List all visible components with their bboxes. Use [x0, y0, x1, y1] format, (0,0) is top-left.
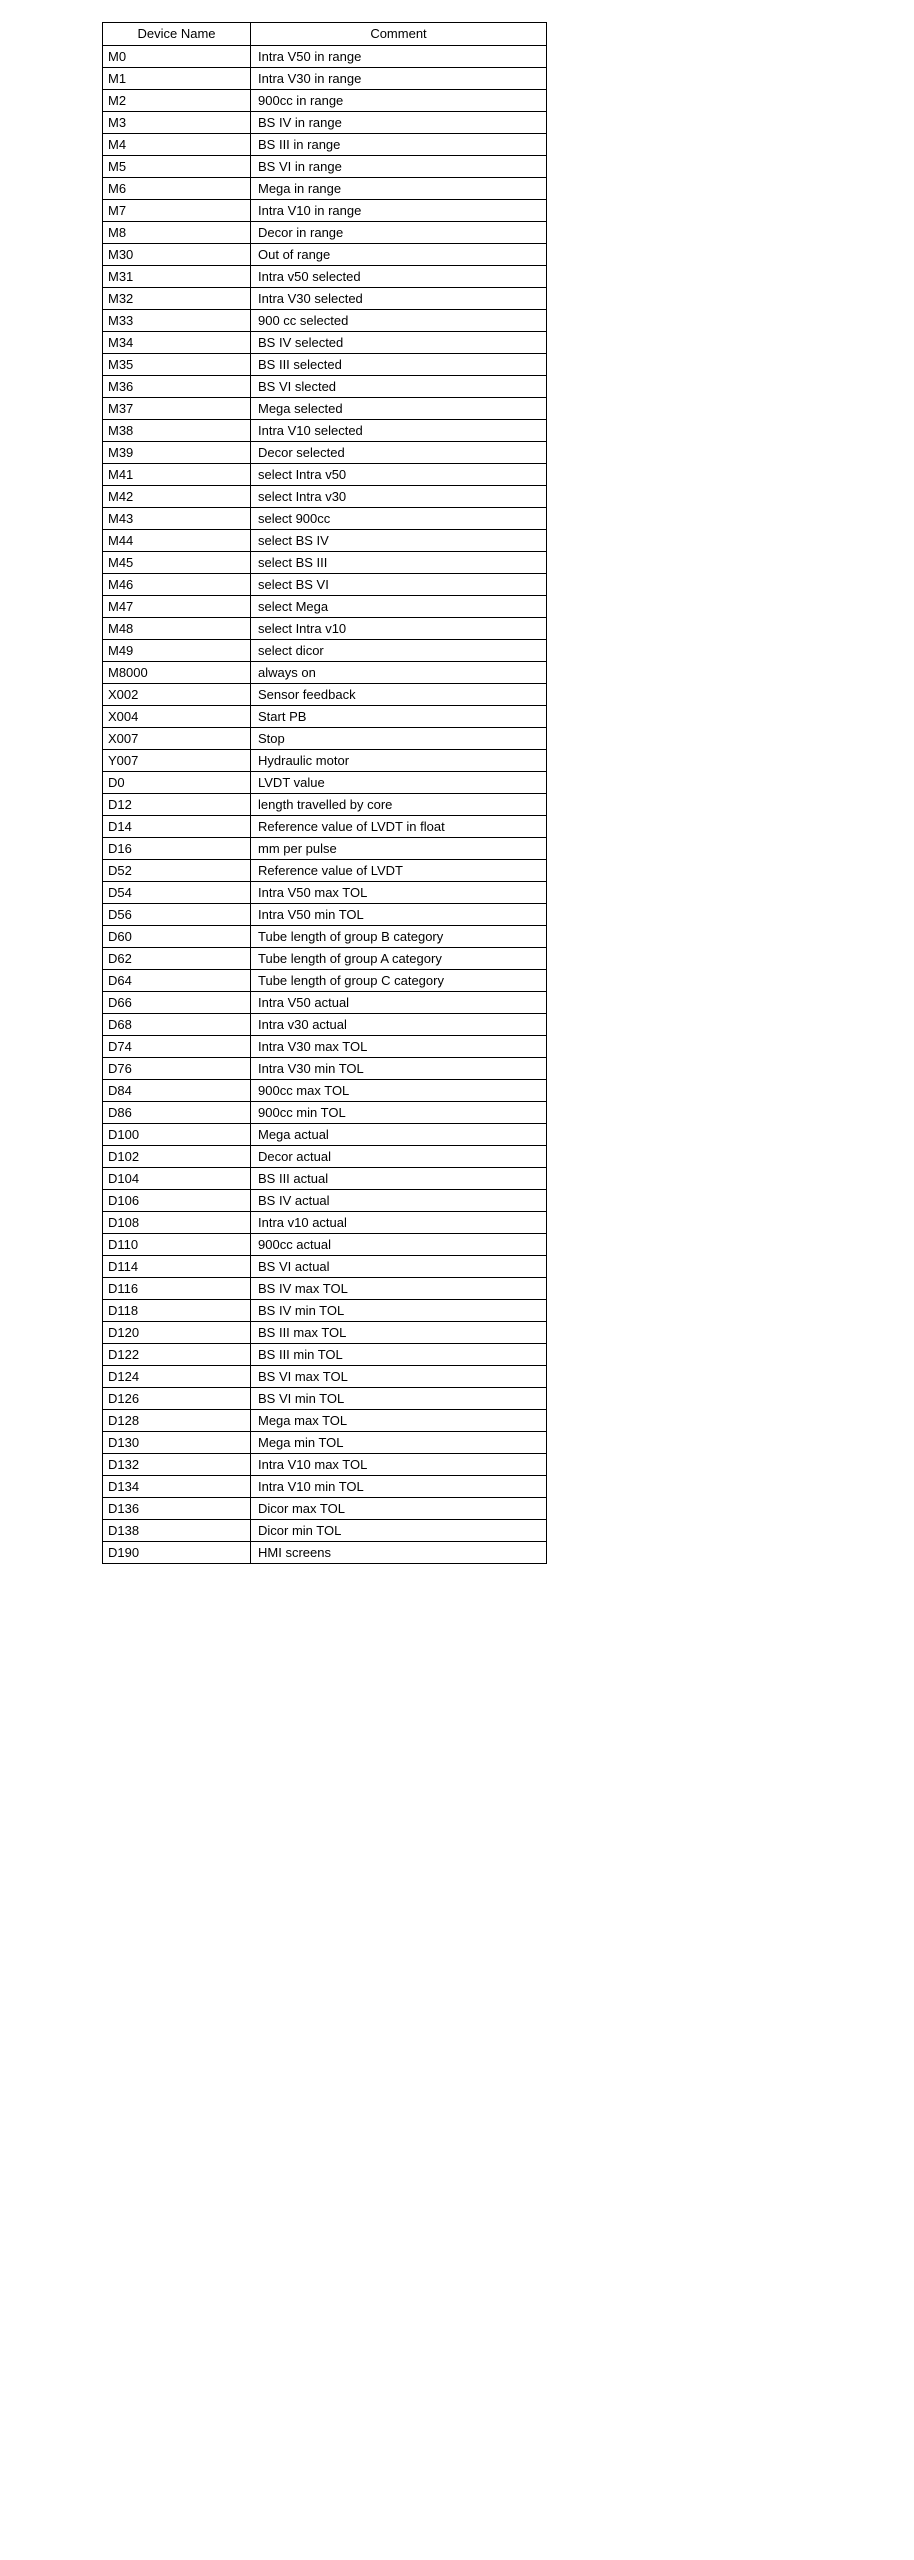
cell-comment: Intra V10 in range: [251, 200, 547, 222]
cell-comment: Intra v50 selected: [251, 266, 547, 288]
cell-comment: Intra V30 in range: [251, 68, 547, 90]
cell-comment: Intra V30 selected: [251, 288, 547, 310]
cell-comment: LVDT value: [251, 772, 547, 794]
cell-device-name: D14: [103, 816, 251, 838]
table-row: [103, 662, 547, 684]
cell-device-name: M8000: [103, 662, 251, 684]
cell-comment: 900cc max TOL: [251, 1080, 547, 1102]
table-row: [103, 1256, 547, 1278]
cell-device-name: M41: [103, 464, 251, 486]
table-row: [103, 1322, 547, 1344]
cell-device-name: X007: [103, 728, 251, 750]
cell-comment: Reference value of LVDT in float: [251, 816, 547, 838]
cell-comment: Mega actual: [251, 1124, 547, 1146]
column-header-comment: Comment: [251, 23, 547, 46]
cell-device-name: M5: [103, 156, 251, 178]
cell-device-name: M31: [103, 266, 251, 288]
table-row: [103, 464, 547, 486]
cell-device-name: D86: [103, 1102, 251, 1124]
cell-comment: 900cc actual: [251, 1234, 547, 1256]
table-row: [103, 442, 547, 464]
cell-device-name: M45: [103, 552, 251, 574]
cell-comment: Tube length of group A category: [251, 948, 547, 970]
table-row: [103, 816, 547, 838]
cell-comment: Mega in range: [251, 178, 547, 200]
cell-device-name: D106: [103, 1190, 251, 1212]
table-row: [103, 1102, 547, 1124]
cell-device-name: D130: [103, 1432, 251, 1454]
cell-comment: Tube length of group C category: [251, 970, 547, 992]
table-row: [103, 376, 547, 398]
table-row: [103, 1542, 547, 1564]
cell-comment: BS IV actual: [251, 1190, 547, 1212]
cell-comment: select BS VI: [251, 574, 547, 596]
cell-device-name: D62: [103, 948, 251, 970]
cell-device-name: D122: [103, 1344, 251, 1366]
cell-device-name: D16: [103, 838, 251, 860]
cell-comment: Intra V50 in range: [251, 46, 547, 68]
table-row: [103, 90, 547, 112]
cell-device-name: D64: [103, 970, 251, 992]
cell-comment: BS VI actual: [251, 1256, 547, 1278]
table-row: [103, 200, 547, 222]
table-row: [103, 508, 547, 530]
table-row: [103, 420, 547, 442]
cell-comment: select 900cc: [251, 508, 547, 530]
table-row: [103, 1212, 547, 1234]
cell-device-name: D56: [103, 904, 251, 926]
cell-device-name: D126: [103, 1388, 251, 1410]
table-row: [103, 992, 547, 1014]
table-row: [103, 266, 547, 288]
table-row: [103, 1344, 547, 1366]
cell-comment: Tube length of group B category: [251, 926, 547, 948]
table-row: [103, 596, 547, 618]
table-row: [103, 838, 547, 860]
cell-device-name: M42: [103, 486, 251, 508]
table-row: [103, 398, 547, 420]
table-row: [103, 552, 547, 574]
cell-device-name: X002: [103, 684, 251, 706]
cell-comment: Decor in range: [251, 222, 547, 244]
cell-comment: length travelled by core: [251, 794, 547, 816]
table-row: [103, 178, 547, 200]
table-row: [103, 1300, 547, 1322]
table-row: [103, 1388, 547, 1410]
cell-device-name: D118: [103, 1300, 251, 1322]
table-row: [103, 486, 547, 508]
cell-device-name: M39: [103, 442, 251, 464]
table-row: [103, 1014, 547, 1036]
cell-device-name: D134: [103, 1476, 251, 1498]
table-row: [103, 156, 547, 178]
table-row: [103, 1278, 547, 1300]
cell-device-name: X004: [103, 706, 251, 728]
table-row: [103, 354, 547, 376]
cell-comment: BS III actual: [251, 1168, 547, 1190]
table-row: [103, 1190, 547, 1212]
column-header-device-name: Device Name: [103, 23, 251, 46]
cell-comment: BS III selected: [251, 354, 547, 376]
table-row: [103, 530, 547, 552]
cell-comment: 900 cc selected: [251, 310, 547, 332]
table-row: [103, 618, 547, 640]
cell-comment: Intra v10 actual: [251, 1212, 547, 1234]
table-row: [103, 640, 547, 662]
cell-device-name: D190: [103, 1542, 251, 1564]
cell-device-name: D108: [103, 1212, 251, 1234]
cell-comment: select dicor: [251, 640, 547, 662]
table-row: [103, 1146, 547, 1168]
cell-device-name: M34: [103, 332, 251, 354]
cell-device-name: M6: [103, 178, 251, 200]
cell-device-name: M2: [103, 90, 251, 112]
table-row: [103, 882, 547, 904]
cell-device-name: M1: [103, 68, 251, 90]
cell-device-name: D60: [103, 926, 251, 948]
table-row: [103, 772, 547, 794]
cell-device-name: D12: [103, 794, 251, 816]
table-row: [103, 288, 547, 310]
cell-comment: Intra v30 actual: [251, 1014, 547, 1036]
table-row: [103, 244, 547, 266]
table-row: [103, 1454, 547, 1476]
cell-device-name: M44: [103, 530, 251, 552]
table-row: [103, 134, 547, 156]
cell-comment: Mega selected: [251, 398, 547, 420]
table-row: [103, 970, 547, 992]
cell-comment: Decor selected: [251, 442, 547, 464]
cell-device-name: M33: [103, 310, 251, 332]
table-row: [103, 860, 547, 882]
table-row: [103, 1168, 547, 1190]
cell-comment: select BS III: [251, 552, 547, 574]
cell-device-name: D102: [103, 1146, 251, 1168]
table-row: [103, 1234, 547, 1256]
cell-device-name: M30: [103, 244, 251, 266]
cell-comment: BS IV min TOL: [251, 1300, 547, 1322]
table-row: [103, 222, 547, 244]
cell-comment: Intra V10 selected: [251, 420, 547, 442]
table-row: [103, 1036, 547, 1058]
cell-comment: Decor actual: [251, 1146, 547, 1168]
table-row: [103, 1498, 547, 1520]
cell-device-name: D116: [103, 1278, 251, 1300]
cell-device-name: M35: [103, 354, 251, 376]
cell-device-name: D136: [103, 1498, 251, 1520]
cell-comment: Out of range: [251, 244, 547, 266]
cell-comment: BS VI max TOL: [251, 1366, 547, 1388]
cell-comment: Intra V50 min TOL: [251, 904, 547, 926]
table-row: [103, 1520, 547, 1542]
cell-comment: Mega max TOL: [251, 1410, 547, 1432]
cell-device-name: M4: [103, 134, 251, 156]
table-row: [103, 1058, 547, 1080]
cell-comment: Intra V50 max TOL: [251, 882, 547, 904]
cell-comment: select Mega: [251, 596, 547, 618]
table-row: [103, 574, 547, 596]
cell-device-name: D128: [103, 1410, 251, 1432]
cell-comment: 900cc min TOL: [251, 1102, 547, 1124]
cell-comment: 900cc in range: [251, 90, 547, 112]
cell-comment: Stop: [251, 728, 547, 750]
table-row: [103, 728, 547, 750]
table-row: [103, 1432, 547, 1454]
cell-comment: select BS IV: [251, 530, 547, 552]
cell-comment: Reference value of LVDT: [251, 860, 547, 882]
cell-device-name: D104: [103, 1168, 251, 1190]
cell-comment: BS III in range: [251, 134, 547, 156]
device-table-container: [102, 22, 546, 1564]
cell-device-name: D54: [103, 882, 251, 904]
cell-device-name: M46: [103, 574, 251, 596]
cell-comment: BS VI in range: [251, 156, 547, 178]
cell-device-name: D84: [103, 1080, 251, 1102]
cell-comment: mm per pulse: [251, 838, 547, 860]
cell-comment: Hydraulic motor: [251, 750, 547, 772]
cell-device-name: D138: [103, 1520, 251, 1542]
cell-comment: BS IV in range: [251, 112, 547, 134]
device-comment-table: [102, 22, 547, 1564]
cell-device-name: D124: [103, 1366, 251, 1388]
cell-device-name: M7: [103, 200, 251, 222]
cell-comment: Dicor min TOL: [251, 1520, 547, 1542]
cell-device-name: M38: [103, 420, 251, 442]
cell-device-name: M32: [103, 288, 251, 310]
table-header-row: [103, 23, 547, 46]
table-body: [103, 46, 547, 1564]
table-row: [103, 948, 547, 970]
cell-device-name: D74: [103, 1036, 251, 1058]
cell-device-name: D0: [103, 772, 251, 794]
table-row: [103, 1476, 547, 1498]
cell-device-name: M3: [103, 112, 251, 134]
cell-comment: select Intra v10: [251, 618, 547, 640]
cell-device-name: M47: [103, 596, 251, 618]
cell-comment: Intra V10 max TOL: [251, 1454, 547, 1476]
cell-device-name: M37: [103, 398, 251, 420]
cell-device-name: D68: [103, 1014, 251, 1036]
cell-device-name: D110: [103, 1234, 251, 1256]
cell-device-name: D114: [103, 1256, 251, 1278]
cell-comment: Dicor max TOL: [251, 1498, 547, 1520]
cell-comment: BS III max TOL: [251, 1322, 547, 1344]
cell-device-name: M0: [103, 46, 251, 68]
cell-comment: BS III min TOL: [251, 1344, 547, 1366]
table-row: [103, 310, 547, 332]
cell-device-name: D100: [103, 1124, 251, 1146]
cell-device-name: D66: [103, 992, 251, 1014]
table-row: [103, 1366, 547, 1388]
cell-comment: BS IV selected: [251, 332, 547, 354]
cell-comment: BS VI slected: [251, 376, 547, 398]
table-row: [103, 332, 547, 354]
cell-comment: Start PB: [251, 706, 547, 728]
cell-device-name: M43: [103, 508, 251, 530]
table-row: [103, 68, 547, 90]
cell-device-name: Y007: [103, 750, 251, 772]
cell-device-name: M8: [103, 222, 251, 244]
table-row: [103, 904, 547, 926]
table-row: [103, 794, 547, 816]
table-row: [103, 706, 547, 728]
cell-comment: Intra V30 max TOL: [251, 1036, 547, 1058]
cell-device-name: M48: [103, 618, 251, 640]
cell-device-name: M36: [103, 376, 251, 398]
cell-comment: select Intra v50: [251, 464, 547, 486]
cell-device-name: D120: [103, 1322, 251, 1344]
cell-device-name: D132: [103, 1454, 251, 1476]
cell-comment: BS VI min TOL: [251, 1388, 547, 1410]
cell-comment: Intra V30 min TOL: [251, 1058, 547, 1080]
table-row: [103, 926, 547, 948]
cell-device-name: D52: [103, 860, 251, 882]
cell-comment: Sensor feedback: [251, 684, 547, 706]
table-row: [103, 750, 547, 772]
cell-comment: always on: [251, 662, 547, 684]
cell-comment: Intra V10 min TOL: [251, 1476, 547, 1498]
table-row: [103, 1080, 547, 1102]
cell-comment: Mega min TOL: [251, 1432, 547, 1454]
cell-comment: select Intra v30: [251, 486, 547, 508]
cell-device-name: M49: [103, 640, 251, 662]
table-header: [103, 23, 547, 46]
table-row: [103, 46, 547, 68]
cell-comment: Intra V50 actual: [251, 992, 547, 1014]
table-row: [103, 684, 547, 706]
cell-device-name: D76: [103, 1058, 251, 1080]
table-row: [103, 112, 547, 134]
cell-comment: HMI screens: [251, 1542, 547, 1564]
table-row: [103, 1410, 547, 1432]
cell-comment: BS IV max TOL: [251, 1278, 547, 1300]
table-row: [103, 1124, 547, 1146]
